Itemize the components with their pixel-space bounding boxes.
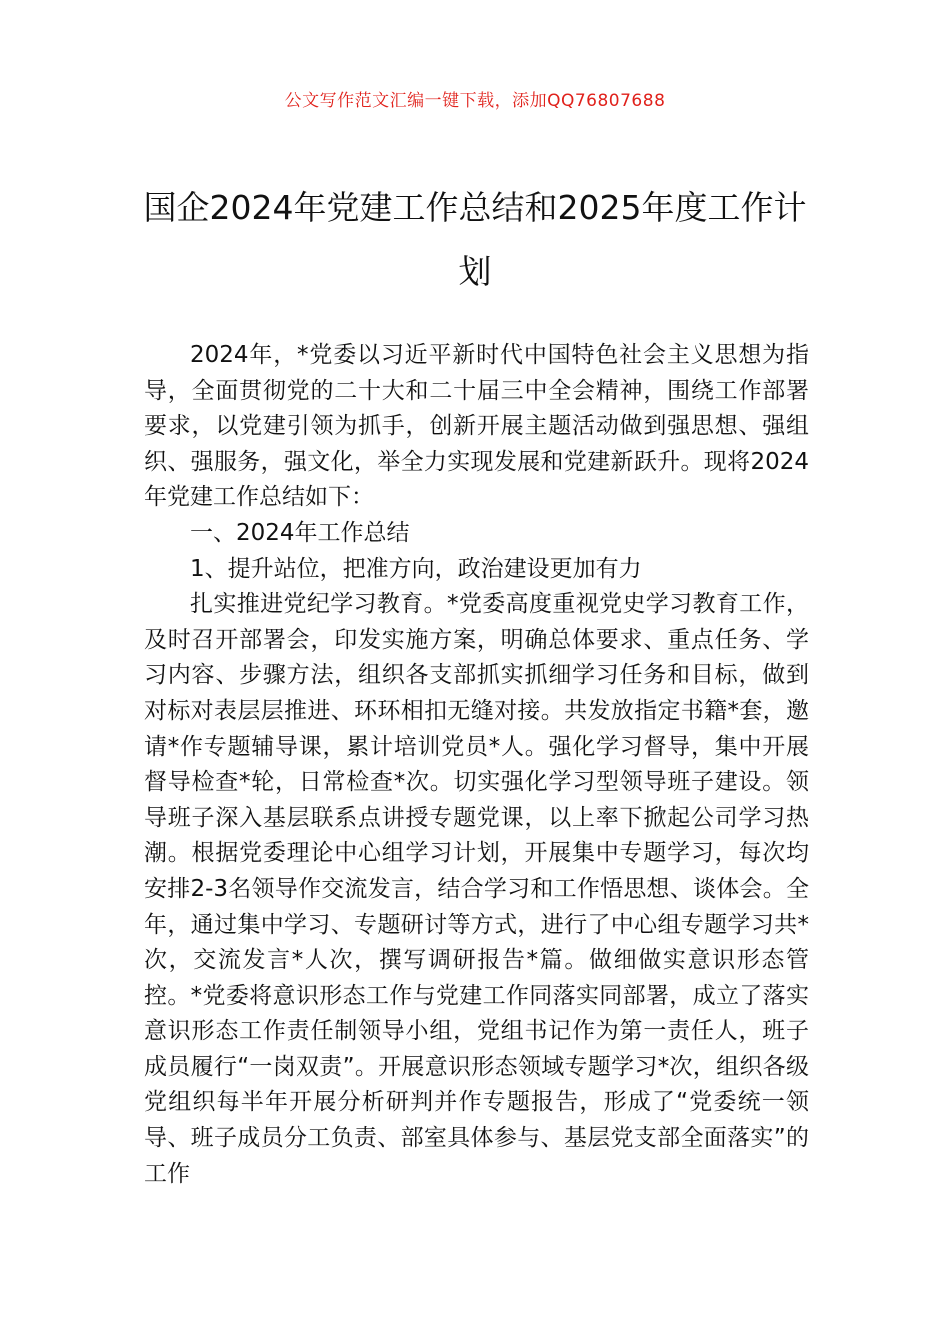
intro-paragraph: 2024年，*党委以习近平新时代中国特色社会主义思想为指导，全面贯彻党的二十大和二十届三中全会精神，围绕工作部署要求，以党建引领为抓手，创新开展主题活动做到强思想、强组织、强服务，强文化，举全力实现发展和党建新跃升。现将2024年党建工作总结如下： bbox=[144, 342, 809, 511]
download-notice: 公文写作范文汇编一键下载，添加QQ76807688 bbox=[284, 91, 666, 111]
document-title: 国企2024年党建工作总结和2025年度工作计划 bbox=[143, 188, 807, 291]
body-paragraph: 扎实推进党纪学习教育。*党委高度重视党史学习教育工作，及时召开部署会，印发实施方案，明确总体要求、重点任务、学习内容、步骤方法，组织各支部抓实抓细学习任务和目标，做到对标对表层层推进、环环相扣无缝对接。共发放指定书籍*套，邀请*作专题辅导课，累计培训党员*人。强化学习督导，集中开展督导检查*轮，日常检查*次。切实强化学习型领导班子建设。领导班子深入基层联系点讲授专题党课，以上率下掀起公司学习热潮。根据党委理论中心组学习计划，开展集中专题学习，每次均安排2-3名领导作交流发言，结合学习和工作悟思想、谈体会。全年，通过集中学习、专题研讨等方式，进行了中心组专题学习共*次，交流发言*人次，撰写调研报告*篇。做细做实意识形态管控。*党委将意识形态工作与党建工作同落实同部署，成立了落实意识形态工作责任制领导小组，党组书记作为第一责任人，班子成员履行“一岗双责”。开展意识形态领域专题学习*次，组织各级党组织每半年开展分析研判并作专题报告，形成了“党委统一领导、班子成员分工负责、部室具体参与、基层党支部全面落实”的工作 bbox=[144, 591, 809, 1187]
section-heading: 一、2024年工作总结 bbox=[190, 519, 410, 546]
subsection-heading: 1、提升站位，把准方向，政治建设更加有力 bbox=[190, 555, 642, 582]
document-body bbox=[144, 338, 809, 1192]
